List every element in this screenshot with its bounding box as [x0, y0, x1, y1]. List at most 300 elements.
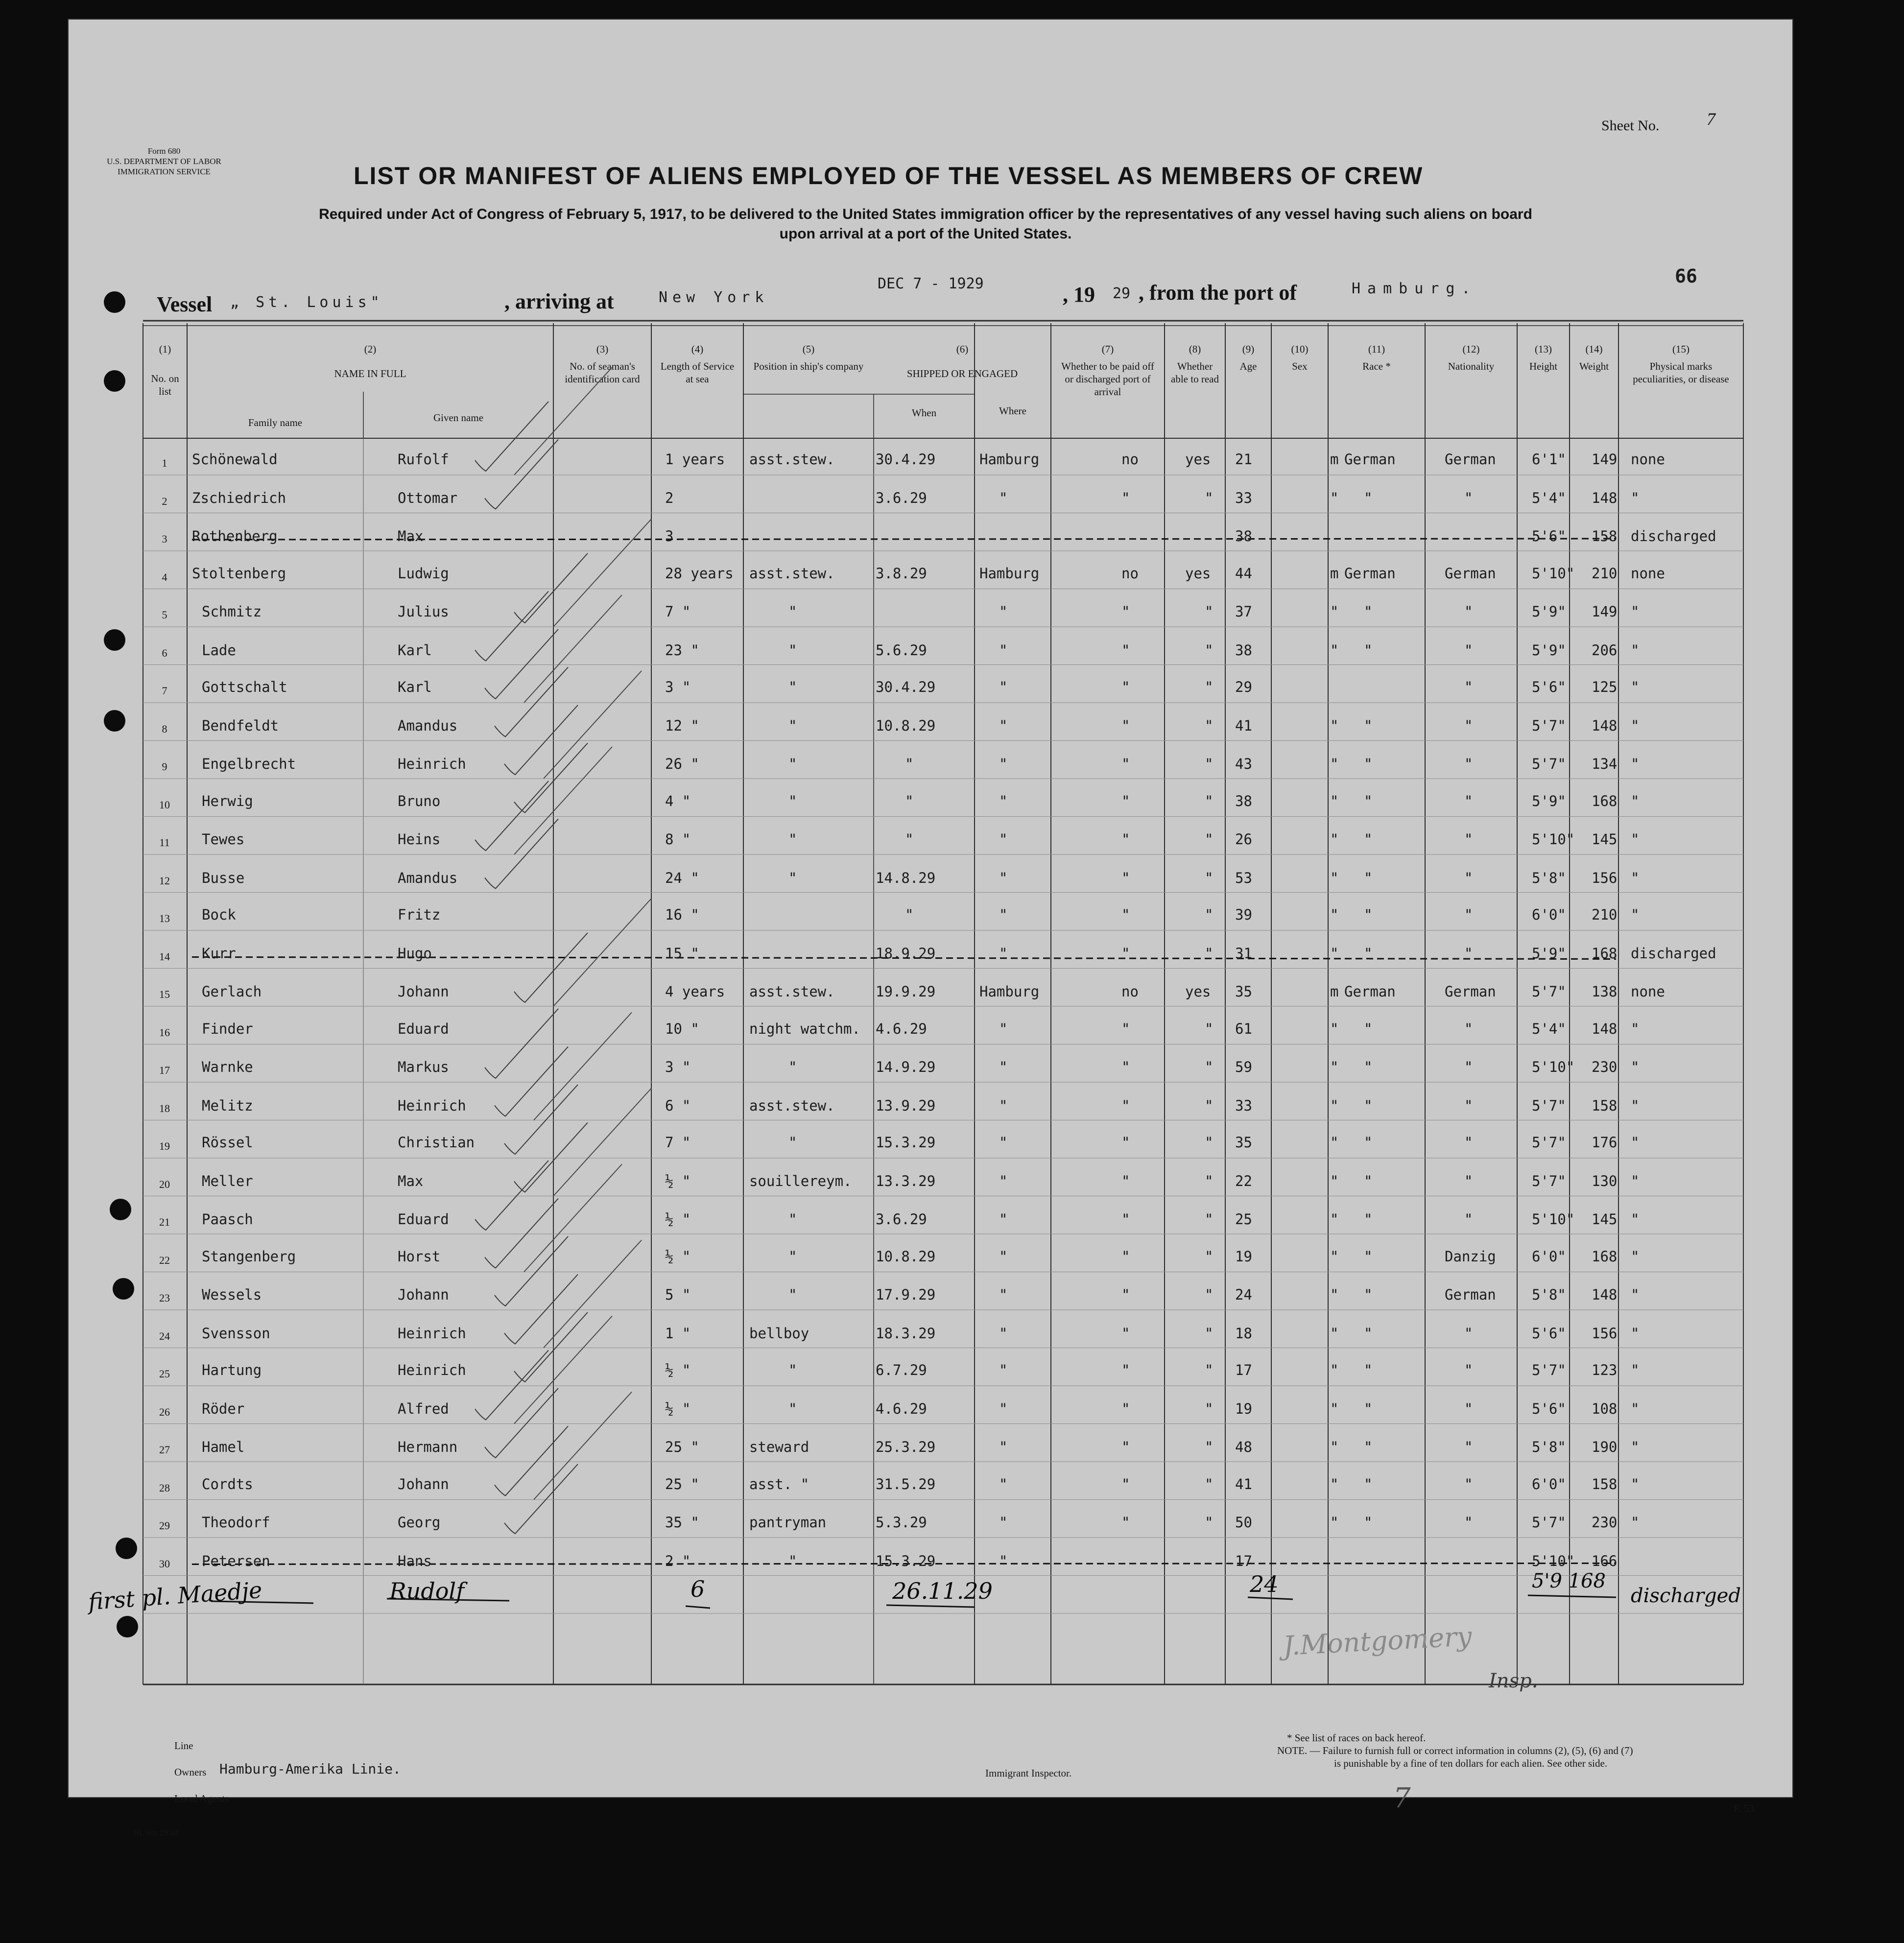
row-number: 9: [162, 760, 167, 773]
cell-height: 5'7": [1532, 717, 1566, 734]
check-mark: [514, 933, 588, 1002]
cell-age: 17: [1235, 1552, 1252, 1569]
column-header-where: Where: [999, 405, 1026, 417]
cell-service: ½ ": [665, 1400, 691, 1417]
cell-when: 10.8.29: [876, 717, 936, 734]
cell-sex: ": [1330, 1211, 1339, 1228]
cell-height: 5'7": [1532, 1172, 1566, 1189]
cell-read: ": [1205, 1362, 1214, 1378]
cell-sex: ": [1330, 1059, 1339, 1075]
cell-service: 26 ": [665, 756, 699, 772]
cell-weight: 156: [1592, 1325, 1618, 1342]
cell-race: ": [1364, 1325, 1373, 1342]
cell-when: 5.6.29: [876, 641, 927, 659]
check-mark: [485, 629, 558, 699]
cell-paid: ": [1121, 489, 1130, 506]
cell-paid: ": [1121, 1248, 1130, 1265]
cell-given: Max: [398, 1172, 424, 1189]
cell-marks: ": [1631, 1362, 1640, 1378]
cell-given: Alfred: [398, 1400, 449, 1417]
cell-when: 6.7.29: [876, 1362, 927, 1378]
cell-family: Hamel: [202, 1439, 245, 1455]
cell-sex: ": [1330, 1248, 1339, 1265]
cell-position: ": [788, 1248, 797, 1265]
cell-given: Horst: [398, 1248, 441, 1265]
cell-height: 5'9": [1532, 603, 1566, 620]
cell-family: Lade: [202, 641, 236, 659]
cell-position: asst.stew.: [749, 983, 835, 1000]
cell-marks: ": [1631, 603, 1640, 620]
cell-height: 6'0": [1532, 1475, 1566, 1493]
cell-when: 4.6.29: [876, 1020, 927, 1037]
cell-position: ": [788, 1362, 797, 1378]
cell-given: Markus: [398, 1059, 449, 1075]
cell-when: 14.9.29: [876, 1059, 936, 1075]
column-header-c11: Race *: [1362, 360, 1391, 372]
cell-where: ": [999, 1059, 1008, 1075]
cell-given: Eduard: [398, 1020, 449, 1037]
column-header-c14: Weight: [1579, 360, 1609, 372]
cell-height: 5'8": [1532, 1286, 1566, 1303]
cell-service: 23 ": [665, 641, 699, 659]
cell-height: 5'8": [1532, 869, 1566, 886]
cell-nationality: ": [1464, 1020, 1473, 1037]
cell-when: ": [905, 906, 914, 923]
cell-race: ": [1364, 641, 1373, 659]
cell-age: 29: [1235, 679, 1252, 695]
cell-paid: ": [1121, 831, 1130, 848]
row-number: 4: [162, 570, 167, 583]
cell-age: 31: [1235, 945, 1252, 962]
cell-race: German: [1344, 983, 1396, 1000]
row-number: 15: [159, 988, 170, 1000]
cell-service: 4 years: [665, 983, 725, 1000]
cell-given: Heinrich: [398, 1097, 466, 1114]
cell-nationality: German: [1445, 451, 1496, 468]
check-mark: [485, 440, 558, 509]
row-number: 19: [159, 1140, 170, 1152]
cell-weight: 149: [1592, 603, 1618, 620]
cell-weight: 168: [1592, 1248, 1618, 1265]
cell-height: 5'10": [1532, 831, 1575, 848]
cell-race: ": [1364, 1362, 1373, 1378]
cell-race: ": [1364, 1097, 1373, 1114]
cell-service: 35 ": [665, 1514, 699, 1531]
cell-where: ": [999, 831, 1008, 848]
cell-when: 25.3.29: [876, 1439, 936, 1455]
row-number: 11: [159, 836, 170, 849]
arrival-port: New York: [659, 289, 769, 306]
cell-where: ": [999, 603, 1008, 620]
cell-age: 21: [1235, 451, 1252, 468]
row-number: 21: [159, 1216, 170, 1228]
handwritten-replacement-note: first pl. Maedje: [87, 1576, 263, 1615]
cell-weight: 145: [1592, 1211, 1618, 1228]
cell-weight: 134: [1592, 756, 1618, 772]
cell-read: ": [1205, 603, 1214, 620]
cell-paid: ": [1121, 641, 1130, 659]
column-number-c5: (5): [802, 343, 815, 355]
column-header-c1: No. on list: [151, 373, 179, 397]
check-mark: [514, 1312, 588, 1382]
cell-given: Christian: [398, 1134, 475, 1151]
column-number-c1: (1): [159, 343, 171, 355]
check-mark: [485, 819, 558, 889]
row-number: 14: [159, 950, 170, 963]
cell-nationality: ": [1464, 603, 1473, 620]
cell-age: 38: [1235, 528, 1252, 545]
cell-sex: ": [1330, 1172, 1339, 1189]
cell-height: 5'7": [1532, 1097, 1566, 1114]
cell-nationality: ": [1464, 1325, 1473, 1342]
cell-when: 3.8.29: [876, 565, 927, 582]
cell-when: 17.9.29: [876, 1286, 936, 1303]
cell-race: ": [1364, 792, 1373, 809]
cell-height: 5'9": [1532, 641, 1566, 659]
form-number: Form 680: [147, 146, 181, 156]
cell-marks: ": [1631, 1059, 1640, 1075]
check-mark: [504, 1275, 578, 1344]
cell-nationality: ": [1464, 1097, 1473, 1114]
cell-service: 28 years: [665, 565, 734, 582]
cell-read: yes: [1185, 565, 1211, 582]
check-mark: [475, 1351, 548, 1420]
cell-when: 15.3.29: [876, 1134, 936, 1151]
column-header-c4: Length of Service at sea: [660, 360, 735, 385]
column-header-c6: SHIPPED OR ENGAGED: [906, 368, 1018, 379]
cell-given: Johann: [398, 1286, 449, 1303]
cell-paid: ": [1121, 1362, 1130, 1378]
cell-service: 1 years: [665, 451, 725, 468]
cell-age: 25: [1235, 1211, 1252, 1228]
cell-sex: m: [1330, 565, 1339, 582]
cell-when: 14.8.29: [876, 869, 936, 886]
cell-paid: ": [1121, 1439, 1130, 1455]
cell-given: Eduard: [398, 1211, 449, 1228]
from-port-label: , from the port of: [1139, 281, 1297, 305]
cell-height: 5'6": [1532, 1325, 1566, 1342]
cell-marks: ": [1631, 1325, 1640, 1342]
cell-weight: 148: [1592, 1286, 1618, 1303]
cell-weight: 230: [1592, 1514, 1618, 1531]
cell-where: ": [999, 1325, 1008, 1342]
cell-service: ½ ": [665, 1362, 691, 1378]
handwritten-shipped-date: 26.11.29: [892, 1578, 993, 1604]
cell-where: ": [999, 1514, 1008, 1531]
cell-given: Hermann: [398, 1439, 458, 1455]
cell-where: ": [999, 1248, 1008, 1265]
cell-weight: 176: [1592, 1134, 1618, 1151]
cell-given: Max: [398, 528, 424, 545]
cell-where: ": [999, 792, 1008, 809]
cell-family: Gerlach: [202, 983, 262, 1000]
cell-marks: ": [1631, 679, 1640, 695]
check-mark: [534, 1013, 632, 1120]
column-number-c13: (13): [1535, 343, 1552, 355]
cell-family: Busse: [202, 869, 245, 886]
cell-race: ": [1364, 869, 1373, 886]
page-reference: 66: [1675, 265, 1697, 287]
cell-sex: ": [1330, 792, 1339, 809]
cell-read: ": [1205, 1134, 1214, 1151]
cell-marks: ": [1631, 1514, 1640, 1531]
cell-height: 5'7": [1532, 983, 1566, 1000]
cell-service: 4 ": [665, 792, 691, 809]
cell-marks: ": [1631, 1134, 1640, 1151]
cell-sex: ": [1330, 1097, 1339, 1114]
cell-paid: ": [1121, 1020, 1130, 1037]
cell-race: ": [1364, 1211, 1373, 1228]
cell-position: ": [788, 1059, 797, 1075]
cell-race: ": [1364, 1248, 1373, 1265]
cell-given: Hans: [398, 1552, 432, 1569]
cell-when: 13.9.29: [876, 1097, 936, 1114]
cell-where: ": [999, 1475, 1008, 1493]
column-header-family-name: Family name: [248, 417, 303, 428]
cell-paid: ": [1121, 1286, 1130, 1303]
cell-marks: none: [1631, 983, 1665, 1000]
print-code: HL ecu 29 ad: [133, 1828, 178, 1837]
cell-nationality: ": [1464, 945, 1473, 962]
cell-when: 3.6.29: [876, 1211, 927, 1228]
owners-value: Hamburg-Amerika Linie.: [219, 1761, 401, 1777]
cell-age: 18: [1235, 1325, 1252, 1342]
cell-marks: ": [1631, 489, 1640, 506]
cell-marks: ": [1631, 792, 1640, 809]
cell-age: 61: [1235, 1020, 1252, 1037]
cell-family: Finder: [202, 1020, 253, 1037]
cell-weight: 123: [1592, 1362, 1618, 1378]
cell-marks: ": [1631, 756, 1640, 772]
row-number: 12: [159, 874, 170, 887]
column-number-c2: (2): [364, 343, 377, 355]
check-mark: [495, 1047, 568, 1116]
cell-age: 39: [1235, 906, 1252, 923]
cell-given: Fritz: [398, 906, 441, 923]
cell-height: 5'7": [1532, 1134, 1566, 1151]
cell-family: Herwig: [202, 792, 253, 809]
cell-paid: ": [1121, 679, 1130, 695]
cell-height: 5'9": [1532, 792, 1566, 809]
cell-read: ": [1205, 1097, 1214, 1114]
cell-read: ": [1205, 756, 1214, 772]
cell-given: Heins: [398, 831, 441, 848]
cell-family: Warnke: [202, 1059, 253, 1075]
cell-sex: ": [1330, 756, 1339, 772]
date-stamp: DEC 7 - 1929: [878, 275, 984, 292]
row-number: 20: [159, 1178, 170, 1190]
row-number: 28: [159, 1481, 170, 1494]
cell-position: ": [788, 1552, 797, 1569]
column-number-c11: (11): [1368, 343, 1385, 355]
cell-where: ": [999, 641, 1008, 659]
sheet-no-value: 7: [1707, 109, 1715, 129]
cell-position: asst. ": [749, 1475, 809, 1493]
cell-where: Hamburg: [979, 983, 1040, 1000]
cell-where: ": [999, 1552, 1008, 1569]
cell-position: ": [788, 603, 797, 620]
cell-position: asst.stew.: [749, 565, 835, 582]
cell-height: 6'0": [1532, 1248, 1566, 1265]
cell-service: 12 ": [665, 717, 699, 734]
cell-marks: none: [1631, 565, 1665, 582]
cell-race: German: [1344, 565, 1396, 582]
cell-marks: ": [1631, 1286, 1640, 1303]
year-label: , 19: [1063, 283, 1095, 307]
cell-read: ": [1205, 1172, 1214, 1189]
row-number: 1: [162, 457, 167, 469]
cell-family: Bock: [202, 906, 236, 923]
cell-given: Ludwig: [398, 565, 449, 582]
cell-paid: ": [1121, 756, 1130, 772]
column-number-c6: (6): [956, 343, 969, 355]
check-mark: [514, 743, 588, 813]
departure-port: Hamburg.: [1352, 280, 1477, 297]
cell-marks: ": [1631, 831, 1640, 848]
cell-race: ": [1364, 1020, 1373, 1037]
cell-family: Svensson: [202, 1325, 270, 1342]
check-mark: [544, 671, 642, 779]
cell-read: ": [1205, 831, 1214, 848]
subtitle-line-1: Required under Act of Congress of February 5, 1917, to be delivered to the United States immigration officer by the representatives of any vessel having such aliens on board: [319, 206, 1532, 222]
cell-given: Johann: [398, 1475, 449, 1493]
handwritten-height-weight: 5'9 168: [1532, 1570, 1606, 1592]
row-number: 3: [162, 533, 167, 545]
cell-given: Heinrich: [398, 756, 466, 772]
cell-paid: no: [1121, 565, 1139, 582]
cell-when: 31.5.29: [876, 1475, 936, 1493]
cell-age: 26: [1235, 831, 1252, 848]
cell-given: Karl: [398, 679, 432, 695]
cell-when: 5.3.29: [876, 1514, 927, 1531]
cell-nationality: ": [1464, 906, 1473, 923]
cell-nationality: ": [1464, 1172, 1473, 1189]
cell-marks: discharged: [1631, 945, 1716, 962]
department-label: U.S. DEPARTMENT OF LABOR: [107, 157, 221, 166]
column-header-c15: Physical marks peculiarities, or disease: [1633, 360, 1729, 385]
cell-read: ": [1205, 717, 1214, 734]
check-mark: [524, 1164, 622, 1272]
cell-service: 3: [665, 528, 674, 545]
service-label: IMMIGRATION SERVICE: [118, 167, 211, 176]
cell-position: bellboy: [749, 1325, 809, 1342]
cell-nationality: ": [1464, 1134, 1473, 1151]
cell-age: 35: [1235, 983, 1252, 1000]
cell-age: 38: [1235, 641, 1252, 659]
cell-race: ": [1364, 717, 1373, 734]
cell-race: ": [1364, 756, 1373, 772]
cell-service: 7 ": [665, 1134, 691, 1151]
cell-service: 7 ": [665, 603, 691, 620]
cell-race: ": [1364, 1400, 1373, 1417]
cell-when: 13.3.29: [876, 1172, 936, 1189]
cell-nationality: ": [1464, 1400, 1473, 1417]
check-mark: [553, 1089, 651, 1196]
bottom-handwritten-mark: 7: [1393, 1782, 1411, 1814]
row-number: 27: [159, 1444, 170, 1456]
check-mark: [553, 899, 651, 1006]
cell-weight: 210: [1592, 906, 1618, 923]
cell-family: Wessels: [202, 1286, 262, 1303]
cell-family: Hartung: [202, 1362, 262, 1378]
cell-family: Petersen: [202, 1552, 270, 1569]
cell-race: German: [1344, 451, 1396, 468]
cell-nationality: Danzig: [1445, 1248, 1496, 1265]
check-mark: [495, 667, 568, 737]
cell-sex: ": [1330, 831, 1339, 848]
cell-race: ": [1364, 1172, 1373, 1189]
check-mark: [475, 592, 548, 661]
cell-nationality: ": [1464, 1514, 1473, 1531]
column-header-c3: No. of seaman's identification card: [565, 360, 640, 385]
column-number-c3: (3): [596, 343, 609, 355]
cell-where: ": [999, 1134, 1008, 1151]
vessel-name: „ St. Louis": [230, 294, 383, 311]
cell-weight: 148: [1592, 489, 1618, 506]
cell-given: Bruno: [398, 792, 441, 809]
cell-sex: ": [1330, 641, 1339, 659]
cell-read: ": [1205, 1439, 1214, 1455]
cell-family: Schönewald: [192, 451, 278, 468]
check-mark: [544, 1240, 642, 1348]
check-mark: [514, 747, 612, 854]
check-mark: [534, 1392, 632, 1500]
cell-where: ": [999, 1097, 1008, 1114]
cell-weight: 206: [1592, 641, 1618, 659]
handwritten-given-name: Rudolf: [389, 1578, 465, 1604]
cell-age: 37: [1235, 603, 1252, 620]
cell-position: ": [788, 792, 797, 809]
cell-race: ": [1364, 1286, 1373, 1303]
check-mark: [524, 595, 622, 703]
cell-position: ": [788, 869, 797, 886]
row-number: 6: [162, 646, 167, 659]
cell-read: yes: [1185, 983, 1211, 1000]
cell-marks: ": [1631, 641, 1640, 659]
cell-height: 5'10": [1532, 565, 1575, 582]
cell-where: ": [999, 1286, 1008, 1303]
cell-age: 43: [1235, 756, 1252, 772]
cell-paid: ": [1121, 945, 1130, 962]
cell-read: ": [1205, 945, 1214, 962]
cell-given: Johann: [398, 983, 449, 1000]
cell-nationality: ": [1464, 1439, 1473, 1455]
cell-given: Heinrich: [398, 1325, 466, 1342]
cell-position: ": [788, 756, 797, 772]
check-mark: [485, 1009, 558, 1078]
row-number: 16: [159, 1026, 170, 1039]
cell-where: ": [999, 1400, 1008, 1417]
cell-sex: m: [1330, 451, 1339, 468]
column-header-c12: Nationality: [1448, 360, 1495, 372]
cell-paid: ": [1121, 906, 1130, 923]
cell-marks: ": [1631, 1439, 1640, 1455]
cell-when: 10.8.29: [876, 1248, 936, 1265]
cell-service: 2: [665, 489, 674, 506]
cell-race: ": [1364, 603, 1373, 620]
cell-when: ": [905, 792, 914, 809]
cell-position: steward: [749, 1439, 809, 1455]
cell-where: ": [999, 756, 1008, 772]
cell-service: 2 ": [665, 1552, 691, 1569]
cell-height: 5'6": [1532, 1400, 1566, 1417]
cell-read: ": [1205, 1400, 1214, 1417]
cell-sex: ": [1330, 489, 1339, 506]
column-header-given-name: Given name: [433, 412, 484, 424]
cell-given: Julius: [398, 603, 449, 620]
cell-given: Amandus: [398, 869, 458, 886]
cell-read: ": [1205, 1020, 1214, 1037]
